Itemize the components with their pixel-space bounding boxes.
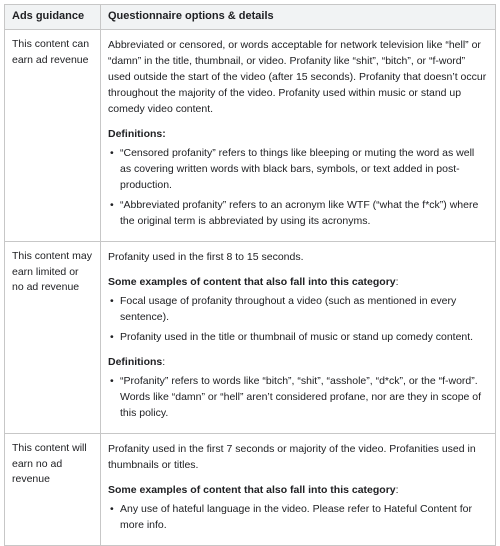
guidance-cell: This content can earn ad revenue	[5, 30, 101, 242]
list-item: • “Abbreviated profanity” refers to an acronym like WTF (“what the f*ck”) where the original term is abbreviated by using its acronyms.	[108, 197, 488, 229]
details-cell	[101, 30, 496, 242]
examples-heading-colon: :	[395, 276, 399, 288]
ads-guidance-table	[4, 4, 496, 546]
definitions-heading-colon: :	[162, 356, 166, 368]
list-item: • Any use of hateful language in the video. Please refer to Hateful Content for more info.	[108, 501, 488, 533]
definitions-list	[108, 145, 488, 229]
examples-heading-text: Some examples of content that also fall into this category	[108, 276, 396, 288]
details-cell	[101, 434, 496, 546]
table-header-row	[5, 5, 496, 30]
list-item: • “Profanity” refers to words like “bitch”, “shit”, “asshole”, “d*ck”, or the “f-word”. Words like “damn” or “hell” aren’t considered profane, nor are they in scope of this policy.	[108, 373, 488, 421]
header-questionnaire-options: Questionnaire options & details	[101, 5, 496, 30]
list-item: • Focal usage of profanity throughout a video (such as mentioned in every sentence).	[108, 293, 488, 325]
guidance-cell: This content may earn limited or no ad revenue	[5, 242, 101, 434]
table-row	[5, 30, 496, 242]
examples-heading-text: Some examples of content that also fall into this category	[108, 484, 396, 496]
definitions-heading	[108, 354, 488, 370]
definitions-heading: Definitions:	[108, 128, 166, 140]
list-item: • “Censored profanity” refers to things like bleeping or muting the word as well as covering written words with black bars, symbols, or text added in post-production.	[108, 145, 488, 193]
list-item: • Profanity used in the title or thumbnail of music or stand up comedy content.	[108, 329, 488, 345]
examples-heading	[108, 274, 488, 290]
guidance-cell: This content will earn no ad revenue	[5, 434, 101, 546]
definitions-heading-text: Definitions	[108, 356, 163, 368]
details-intro: Abbreviated or censored, or words acceptable for network television like “hell” or “damn” in the title, thumbnail, or video. Profanity like “shit”, “bitch”, or “f-word” used outside the start of the video (after 15 seconds). Profanity that doesn’t occur throughout the majority of the video. Profanity used within music or stand up comedy video content.	[108, 39, 487, 115]
definitions-list	[108, 373, 488, 421]
examples-list	[108, 501, 488, 533]
examples-heading	[108, 482, 488, 498]
details-intro: Profanity used in the first 7 seconds or majority of the video. Profanities used in thumbnails or titles.	[108, 443, 476, 471]
examples-list	[108, 293, 488, 345]
header-ads-guidance: Ads guidance	[5, 5, 101, 30]
table-row	[5, 242, 496, 434]
examples-heading-colon: :	[395, 484, 399, 496]
details-intro: Profanity used in the first 8 to 15 seconds.	[108, 251, 304, 263]
details-cell	[101, 242, 496, 434]
table-row	[5, 434, 496, 546]
